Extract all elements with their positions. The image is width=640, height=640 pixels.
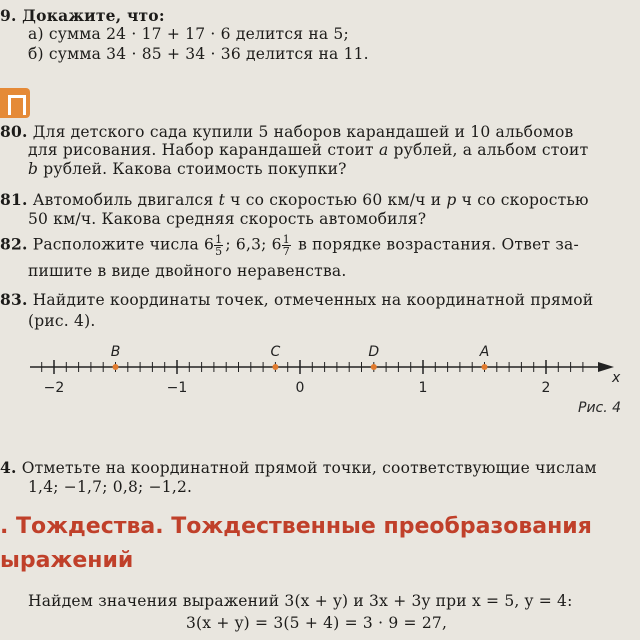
ex81-number: 81. (0, 190, 28, 209)
ex81-line1 (0, 190, 589, 209)
ex83-text1: Найдите координаты точек, отмеченных на координатной прямой (32, 291, 594, 309)
point-A (482, 364, 488, 370)
ex79-heading (0, 6, 165, 25)
ex80-line2 (28, 141, 588, 159)
ex81-text1a: Автомобиль двигался (32, 191, 219, 209)
point-label-B: B (110, 344, 121, 360)
ex82-fraction-2 (282, 234, 291, 257)
ex82-f1-num: 1 (215, 233, 223, 246)
ex79-item-a: а) сумма 24 · 17 + 17 · 6 делится на 5; (28, 25, 349, 43)
point-label-C: C (270, 344, 281, 360)
ex80-line3 (28, 160, 347, 178)
ex82-line2: пишите в виде двойного неравенства. (28, 262, 347, 280)
ex82-mid: ; 6,3; 6 (225, 235, 282, 254)
point-C (272, 364, 278, 370)
ex81-text1b: ч со скоростью 60 км/ч и (225, 191, 447, 209)
ex80-text2a: для рисования. Набор карандашей стоит (28, 141, 379, 159)
paragraph-badge-icon (0, 88, 30, 118)
point-label-A: A (479, 344, 490, 360)
ex82-line1 (0, 234, 579, 257)
ex81-text1c: ч со скоростью (456, 191, 589, 209)
tick-label: 0 (295, 380, 305, 396)
ex81-line2: 50 км/ч. Какова средняя скорость автомобиля? (28, 210, 427, 228)
tick-label: 2 (541, 380, 551, 396)
figure-caption: Рис. 4 (578, 400, 622, 416)
ex80-number: 80. (0, 122, 28, 141)
ex83-number: 83. (0, 290, 28, 309)
point-label-D: D (368, 344, 380, 360)
ex80-line1 (0, 122, 573, 141)
tick-label: −1 (166, 380, 188, 396)
ex80-text3: рублей. Какова стоимость покупки? (38, 160, 347, 178)
ex82-text1a: Расположите числа 6 (32, 235, 215, 254)
body-line1: Найдем значения выражений 3(x + y) и 3x + 3y при x = 5, y = 4: (28, 592, 573, 610)
ex80-text1: Для детского сада купили 5 наборов карандашей и 10 альбомов (32, 123, 574, 141)
point-B (113, 364, 119, 370)
ex81-var-p: p (446, 191, 457, 209)
tick-label: 1 (418, 380, 428, 396)
ex79-item-b: б) сумма 34 · 85 + 34 · 36 делится на 11. (28, 45, 369, 63)
axis-label: x (612, 370, 621, 386)
point-D (371, 364, 377, 370)
ex79-head: 9. Докажите, что: (0, 6, 165, 25)
ex80-var-b: b (28, 160, 39, 178)
ex84-line2: 1,4; −1,7; 0,8; −1,2. (28, 478, 193, 496)
ex80-var-a: a (378, 141, 389, 159)
number-line-figure (0, 340, 640, 410)
ex82-f1-den: 5 (215, 245, 223, 258)
ex83-line1 (0, 290, 593, 309)
ex80-text2b: рублей, а альбом стоит (388, 141, 589, 159)
ex84-text1: Отметьте на координатной прямой точки, соответствующие числам (21, 459, 597, 477)
body-line2: 3(x + y) = 3(5 + 4) = 3 · 9 = 27, (186, 614, 448, 632)
ex82-fraction-1 (214, 234, 223, 257)
ex82-number: 82. (0, 234, 28, 254)
section-title-line2: ыражений (0, 548, 134, 573)
tick-label: −2 (43, 380, 65, 396)
section-title-line1: . Тождества. Тождественные преобразования (0, 514, 592, 539)
ex84-number: 4. (0, 458, 17, 477)
axis-tick-labels (44, 380, 551, 396)
ex81-var-t: t (218, 191, 225, 209)
ex84-line1 (0, 458, 597, 477)
ex82-f2-den: 7 (282, 245, 290, 258)
ex82-f2-num: 1 (282, 233, 290, 246)
ex83-line2: (рис. 4). (28, 312, 96, 330)
ex82-text1b: в порядке возрастания. Ответ за- (292, 235, 579, 254)
